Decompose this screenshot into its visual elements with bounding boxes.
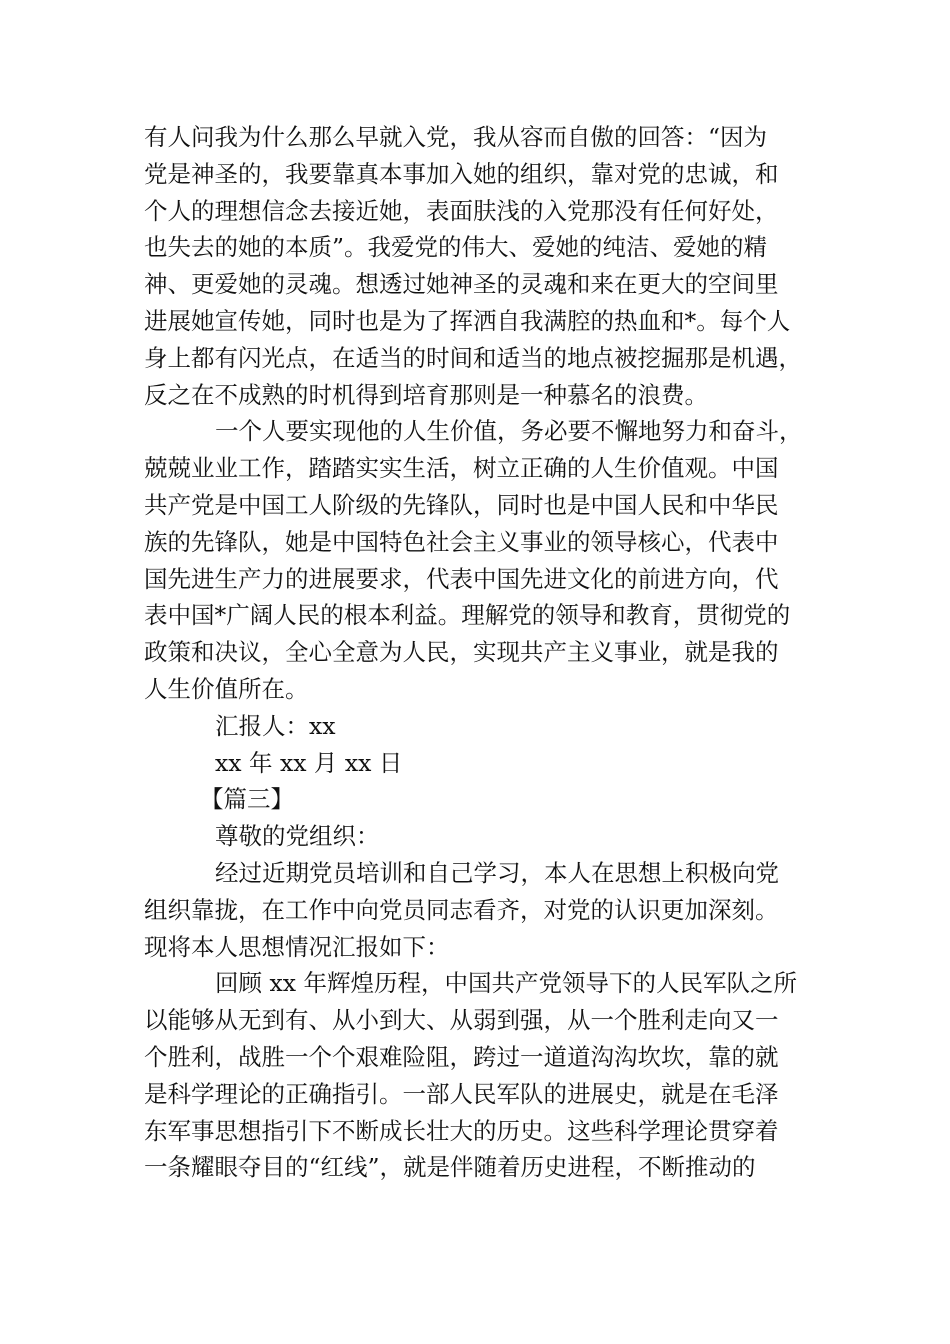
text-line: 神、更爱她的灵魂。想透过她神圣的灵魂和来在更大的空间里 [144, 270, 779, 299]
paragraph-history-review [144, 965, 808, 1186]
text-line: 反之在不成熟的时机得到培育那则是一种慕名的浪费。 [144, 380, 708, 409]
text-line: 一条耀眼夺目的“红线”，就是伴随着历史进程，不断推动的 [144, 1153, 756, 1182]
text-line: 组织靠拢，在工作中向党员同志看齐，对党的认识更加深刻。 [144, 895, 779, 924]
text-line: 一个人要实现他的人生价值，务必要不懈地努力和奋斗， [215, 417, 803, 446]
text-line: 回顾 xx 年辉煌历程，中国共产党领导下的人民军队之所 [215, 969, 797, 998]
text-line: 有人问我为什么那么早就入党，我从容而自傲的回答：“因为 [144, 123, 768, 151]
text-line: 政策和决议，全心全意为人民，实现共产主义事业，就是我的 [144, 638, 779, 667]
document-body [144, 119, 808, 1186]
text-line: 经过近期党员培训和自己学习，本人在思想上积极向党 [215, 858, 779, 887]
text-line: 表中国*广阔人民的根本利益。理解党的领导和教育，贯彻党的 [144, 601, 791, 630]
paragraph-membership-reason [144, 119, 808, 413]
paragraph-life-value [144, 413, 808, 707]
text-line: 现将本人思想情况汇报如下： [144, 932, 450, 961]
text-line: 党是神圣的，我要靠真本事加入她的组织，靠对党的忠诚，和 [144, 159, 779, 188]
text-line: 共产党是中国工人阶级的先锋队，同时也是中国人民和中华民 [144, 490, 779, 519]
section-heading: 【篇三】 [200, 785, 294, 814]
text-line: 身上都有闪光点，在适当的时间和适当的地点被挖掘那是机遇， [144, 343, 802, 372]
paragraph-training [144, 855, 808, 965]
text-line: 进展她宣传她，同时也是为了挥洒自我满腔的热血和*。每个人 [144, 306, 791, 335]
text-line: 个人的理想信念去接近她，表面肤浅的入党那没有任何好处， [144, 196, 779, 225]
text-line: 以能够从无到有、从小到大、从弱到强，从一个胜利走向又一 [144, 1006, 779, 1035]
text-line: 是科学理论的正确指引。一部人民军队的进展史，就是在毛泽 [144, 1079, 779, 1108]
text-line: 国先进生产力的进展要求，代表中国先进文化的前进方向，代 [144, 564, 779, 593]
text-line: 族的先锋队，她是中国特色社会主义事业的领导核心，代表中 [144, 527, 779, 556]
text-line: 兢兢业业工作，踏踏实实生活，树立正确的人生价值观。中国 [144, 454, 779, 483]
reporter-signature: 汇报人：xx [215, 711, 336, 740]
text-line: 东军事思想指引下不断成长壮大的历史。这些科学理论贯穿着 [144, 1116, 779, 1145]
text-line: 个胜利，战胜一个个艰难险阻，跨过一道道沟沟坎坎，靠的就 [144, 1042, 779, 1071]
salutation: 尊敬的党组织： [215, 822, 380, 851]
report-date: xx 年 xx 月 xx 日 [215, 748, 403, 777]
text-line: 人生价值所在。 [144, 674, 309, 703]
text-line: 也失去的她的本质”。我爱党的伟大、爱她的纯洁、爱她的精 [144, 233, 768, 262]
